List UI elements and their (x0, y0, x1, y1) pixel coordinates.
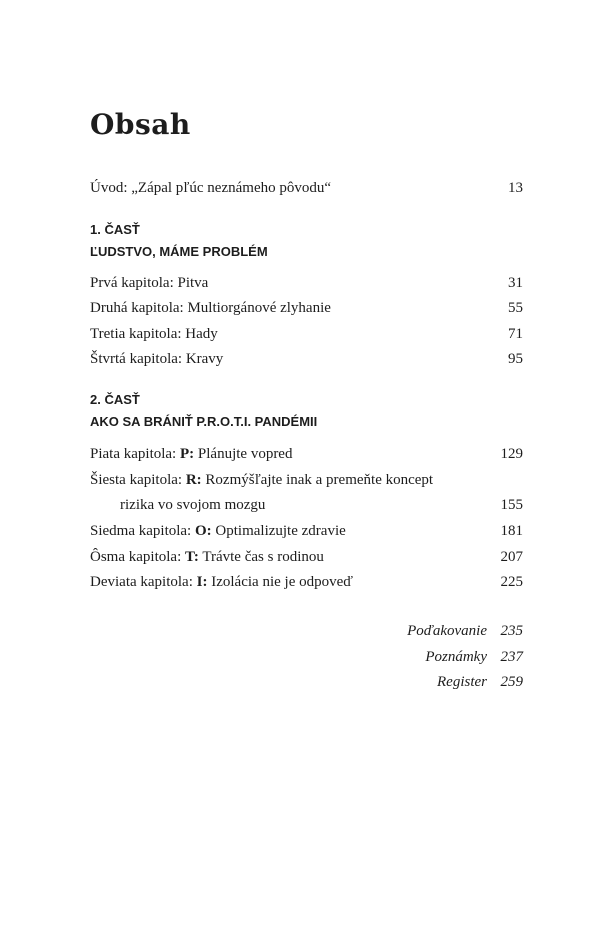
toc-entry (90, 273, 523, 293)
page-title: Obsah (90, 108, 191, 141)
entry-page: 259 (500, 674, 523, 690)
back-matter-entry (273, 647, 523, 667)
entry-label: Štvrtá kapitola: Kravy (90, 351, 224, 367)
toc-entry (90, 547, 523, 567)
entry-label: Piata kapitola: P: Plánujte vopred (90, 446, 293, 462)
entry-page: 225 (500, 574, 523, 590)
entry-page: 55 (508, 300, 523, 316)
part-number: 2. ČASŤ (90, 392, 140, 407)
back-matter-entry (273, 672, 523, 692)
entry-label: Poďakovanie (407, 623, 487, 639)
entry-page: 235 (500, 623, 523, 639)
entry-label: Deviata kapitola: I: Izolácia nie je odpoveď (90, 574, 353, 590)
entry-page: 71 (508, 326, 523, 342)
entry-page: 207 (500, 549, 523, 565)
entry-label: Druhá kapitola: Multiorgánové zlyhanie (90, 300, 331, 316)
part-title: ĽUDSTVO, MÁME PROBLÉM (90, 244, 268, 259)
toc-entry (90, 521, 523, 541)
entry-label: Prvá kapitola: Pitva (90, 275, 209, 291)
entry-label: Register (437, 674, 487, 690)
toc-entry-intro (90, 178, 523, 198)
part-number: 1. ČASŤ (90, 222, 140, 237)
part-title: AKO SA BRÁNIŤ P.R.O.T.I. PANDÉMII (90, 414, 318, 429)
toc-entry (90, 572, 523, 592)
entry-label: Úvod: „Zápal pľúc neznámeho pôvodu“ (90, 180, 332, 196)
entry-page: 237 (500, 649, 523, 665)
toc-entry (90, 349, 523, 369)
back-matter-entry (273, 621, 523, 641)
entry-label: Ôsma kapitola: T: Trávte čas s rodinou (90, 549, 324, 565)
entry-label: Poznámky (425, 649, 487, 665)
entry-page: 95 (508, 351, 523, 367)
entry-page: 31 (508, 275, 523, 291)
entry-page: 181 (500, 523, 523, 539)
entry-label: Siedma kapitola: O: Optimalizujte zdravie (90, 523, 346, 539)
entry-label: rizika vo svojom mozgu (120, 497, 266, 513)
entry-label: Šiesta kapitola: R: Rozmýšľajte inak a premeňte koncept (90, 472, 434, 488)
toc-entry (90, 470, 523, 490)
entry-label: Tretia kapitola: Hady (90, 326, 218, 342)
toc-entry (90, 298, 523, 318)
entry-page: 129 (500, 446, 523, 462)
toc-entry (90, 324, 523, 344)
toc-entry-continuation (90, 495, 523, 515)
entry-page: 155 (500, 497, 523, 513)
toc-entry (90, 444, 523, 464)
entry-page: 13 (508, 180, 523, 196)
